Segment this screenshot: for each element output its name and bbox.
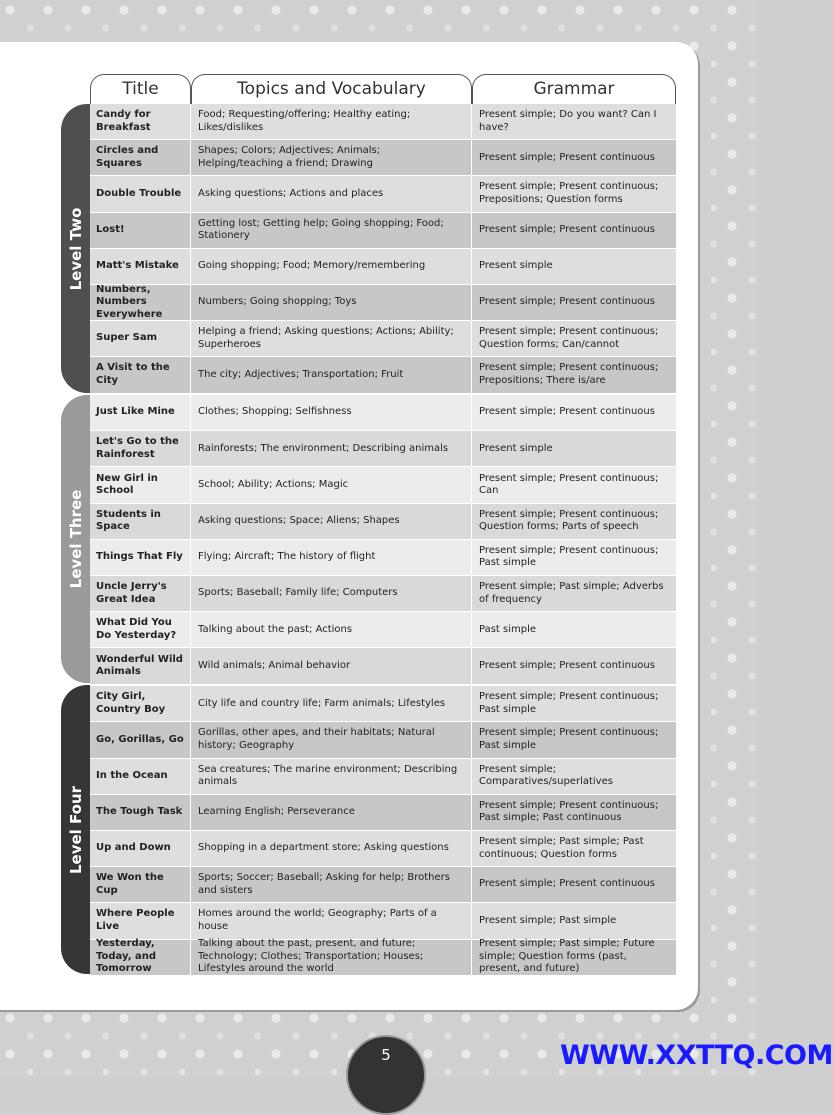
row-title: Go, Gorillas, Go bbox=[90, 722, 191, 757]
row-grammar: Present simple; Present continuous bbox=[479, 296, 655, 308]
row-title: We Won the Cup bbox=[90, 867, 191, 902]
row-grammar: Present simple; Present continuous; Past simple; Past continuous bbox=[479, 799, 659, 824]
row-title: Lost! bbox=[90, 213, 191, 248]
row-title: Circles and Squares bbox=[90, 140, 191, 175]
row-topics: Gorillas, other apes, and their habitats; Natural history; Geography bbox=[191, 722, 472, 757]
level-three-tab bbox=[61, 395, 90, 683]
row-grammar: Present simple; Present continuous; Prepositions; Question forms bbox=[479, 181, 659, 205]
row-title: Yesterday, Today, and Tomorrow bbox=[90, 940, 191, 975]
row-grammar: Present simple; Present continuous bbox=[479, 151, 655, 163]
row-title: In the Ocean bbox=[90, 759, 191, 794]
watermark: WWW.XXTTQ.COM bbox=[560, 1040, 833, 1071]
row-topics: City life and country life; Farm animals; Lifestyles bbox=[191, 686, 472, 721]
table-row bbox=[90, 686, 676, 722]
row-topics: Numbers; Going shopping; Toys bbox=[191, 285, 472, 320]
table-row bbox=[90, 431, 676, 467]
row-grammar: Present simple; Present continuous; Past simple bbox=[479, 544, 659, 569]
row-topics: Clothes; Shopping; Selfishness bbox=[191, 395, 472, 430]
row-topics: Talking about the past, present, and future; Technology; Clothes; Transportation; Houses; Lifestyles around the world bbox=[191, 940, 472, 975]
row-topics: Helping a friend; Asking questions; Actions; Ability; Superheroes bbox=[191, 321, 472, 356]
table-row bbox=[90, 867, 676, 903]
header-grammar: Grammar bbox=[472, 74, 676, 104]
row-title: What Did You Do Yesterday? bbox=[90, 612, 191, 647]
level-two-tab bbox=[61, 104, 90, 393]
row-topics: Learning English; Perseverance bbox=[191, 795, 472, 830]
row-title: Up and Down bbox=[90, 831, 191, 866]
table-row bbox=[90, 795, 676, 831]
row-grammar: Present simple; Present continuous; Past simple bbox=[479, 727, 659, 751]
row-topics: School; Ability; Actions; Magic bbox=[191, 467, 472, 502]
table-row bbox=[90, 467, 676, 503]
table-row bbox=[90, 140, 676, 176]
row-grammar: Present simple; Present continuous; Prepositions; There is/are bbox=[479, 362, 659, 386]
row-grammar: Present simple; Present continuous; Past simple bbox=[479, 691, 659, 715]
row-grammar: Present simple; Present continuous; Question forms; Can/cannot bbox=[479, 326, 659, 350]
row-topics: Asking questions; Actions and places bbox=[191, 176, 472, 211]
row-grammar: Present simple; Present continuous bbox=[479, 878, 655, 890]
level-label: Level Two bbox=[66, 207, 85, 290]
table-row bbox=[90, 213, 676, 249]
row-topics: Wild animals; Animal behavior bbox=[191, 648, 472, 683]
row-title: Double Trouble bbox=[90, 176, 191, 211]
row-title: A Visit to the City bbox=[90, 357, 191, 392]
row-title: Things That Fly bbox=[90, 540, 191, 575]
row-grammar: Present simple; Present continuous; Question forms; Parts of speech bbox=[479, 508, 659, 533]
table-row bbox=[90, 831, 676, 867]
row-topics: Food; Requesting/offering; Healthy eating; Likes/dislikes bbox=[191, 104, 472, 139]
table-row bbox=[90, 903, 676, 939]
row-title: Numbers, Numbers Everywhere bbox=[90, 285, 191, 320]
header-title: Title bbox=[90, 74, 191, 104]
table-row bbox=[90, 722, 676, 758]
row-topics: Sports; Baseball; Family life; Computers bbox=[191, 576, 472, 611]
row-topics: Getting lost; Getting help; Going shopping; Food; Stationery bbox=[191, 213, 472, 248]
row-grammar: Present simple; Present continuous bbox=[479, 406, 655, 418]
table-row bbox=[90, 759, 676, 795]
table-row bbox=[90, 249, 676, 285]
row-grammar: Present simple; Comparatives/superlatives bbox=[479, 763, 613, 788]
table-row bbox=[90, 540, 676, 576]
row-topics: Sports; Soccer; Baseball; Asking for help; Brothers and sisters bbox=[191, 867, 472, 902]
row-title: City Girl, Country Boy bbox=[90, 686, 191, 721]
row-topics: Flying; Aircraft; The history of flight bbox=[191, 540, 472, 575]
row-topics: Talking about the past; Actions bbox=[191, 612, 472, 647]
row-topics: Homes around the world; Geography; Parts of a house bbox=[191, 903, 472, 938]
row-title: The Tough Task bbox=[90, 795, 191, 830]
row-grammar: Present simple; Past simple bbox=[479, 914, 617, 926]
row-topics: The city; Adjectives; Transportation; Fruit bbox=[191, 357, 472, 392]
row-topics: Shopping in a department store; Asking questions bbox=[191, 831, 472, 866]
row-title: Uncle Jerry's Great Idea bbox=[90, 576, 191, 611]
level-four-tab bbox=[61, 685, 90, 974]
row-title: Super Sam bbox=[90, 321, 191, 356]
table-row bbox=[90, 612, 676, 648]
row-grammar: Present simple; Present continuous; Can bbox=[479, 472, 659, 497]
row-grammar: Present simple; Past simple; Adverbs of frequency bbox=[479, 581, 664, 605]
row-grammar: Present simple; Past simple; Past continuous; Question forms bbox=[479, 836, 644, 860]
row-title: New Girl in School bbox=[90, 467, 191, 502]
row-topics: Asking questions; Space; Aliens; Shapes bbox=[191, 504, 472, 539]
row-topics: Going shopping; Food; Memory/remembering bbox=[191, 249, 472, 284]
row-grammar: Present simple bbox=[479, 260, 553, 272]
table-row bbox=[90, 395, 676, 431]
row-title: Candy for Breakfast bbox=[90, 104, 191, 139]
level-group bbox=[90, 104, 676, 395]
row-grammar: Present simple; Present continuous bbox=[479, 223, 655, 235]
row-title: Wonderful Wild Animals bbox=[90, 648, 191, 683]
row-title: Matt's Mistake bbox=[90, 249, 191, 284]
row-title: Let's Go to the Rainforest bbox=[90, 431, 191, 466]
table-row bbox=[90, 104, 676, 140]
table-row bbox=[90, 940, 676, 976]
table-row bbox=[90, 176, 676, 212]
table-row bbox=[90, 357, 676, 393]
row-grammar: Past simple bbox=[479, 623, 537, 635]
row-title: Students in Space bbox=[90, 504, 191, 539]
row-grammar: Present simple; Do you want? Can I have? bbox=[479, 109, 657, 133]
row-topics: Rainforests; The environment; Describing animals bbox=[191, 431, 472, 466]
row-grammar: Present simple; Present continuous bbox=[479, 659, 655, 671]
row-topics: Shapes; Colors; Adjectives; Animals; Helping/teaching a friend; Drawing bbox=[191, 140, 472, 175]
table-row bbox=[90, 285, 676, 321]
row-title: Where People Live bbox=[90, 903, 191, 938]
contents-table bbox=[90, 104, 676, 976]
page-number: 5 bbox=[346, 1035, 426, 1115]
row-topics: Sea creatures; The marine environment; Describing animals bbox=[191, 759, 472, 794]
level-label: Level Four bbox=[66, 785, 85, 874]
level-label: Level Three bbox=[66, 489, 85, 589]
table-row bbox=[90, 648, 676, 684]
table-row bbox=[90, 321, 676, 357]
level-group bbox=[90, 395, 676, 686]
level-group bbox=[90, 686, 676, 976]
table-row bbox=[90, 576, 676, 612]
row-grammar: Present simple bbox=[479, 442, 553, 454]
header-topics: Topics and Vocabulary bbox=[191, 74, 472, 104]
table-row bbox=[90, 504, 676, 540]
row-grammar: Present simple; Past simple; Future simple; Question forms (past, present, and future) bbox=[479, 938, 655, 975]
row-title: Just Like Mine bbox=[90, 395, 191, 430]
